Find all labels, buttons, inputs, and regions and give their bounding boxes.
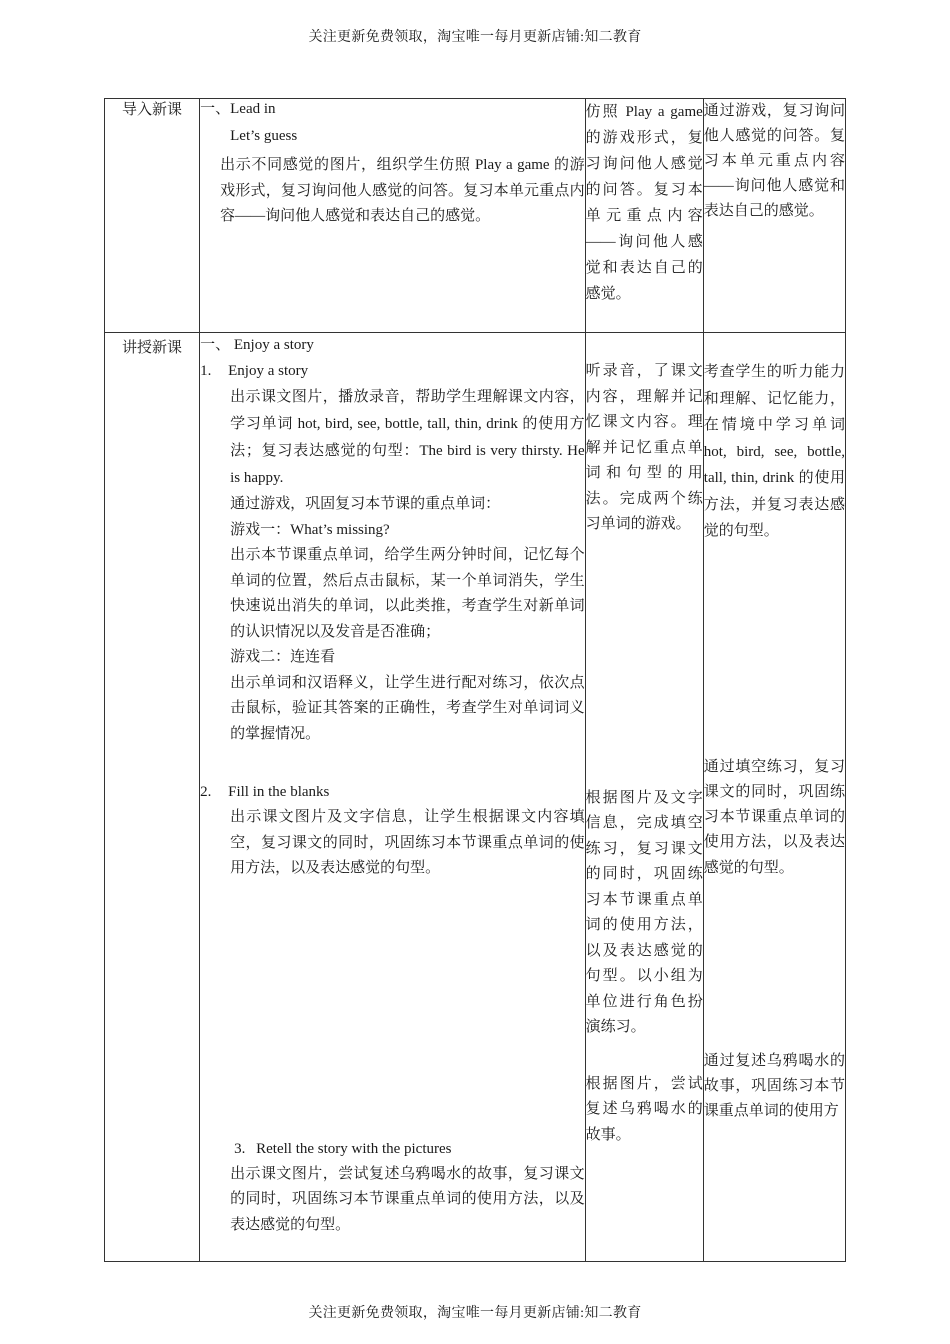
content-cell	[200, 99, 586, 333]
student-activity-text: 听录音，了课文内容，理解并记忆课文内容。理解并记忆重点单词和句型的用法。完成两个练习单词的游戏。	[585, 363, 703, 532]
section-heading: 一、 Enjoy a story	[200, 337, 314, 353]
item-paragraph: 游戏一：What’s missing?	[230, 521, 390, 538]
stage-label: 讲授新课	[122, 340, 183, 356]
list-item	[200, 358, 585, 747]
item-paragraph: 出示课文图片，播放录音，帮助学生理解课文内容，学习单词 hot, bird, see, bottle, tall, thin, drink 的使用方法；复习表达感觉的句型：The bird is very thirsty. He is happy.	[230, 389, 585, 486]
item-paragraph: 出示课文图片，尝试复述乌鸦喝水的故事，复习课文的同时，巩固练习本节课重点单词的使用方法，以及表达感觉的句型。	[230, 1165, 585, 1233]
list-item	[200, 779, 585, 882]
stage-cell	[105, 333, 200, 1262]
purpose-text: 通过填空练习，复习课文的同时，巩固练习本节课重点单词的使用方法，以及表达感觉的句型。	[703, 758, 845, 876]
table-row-lead-in	[105, 99, 846, 333]
stage-cell	[105, 99, 200, 333]
section-text: 出示不同感觉的图片，组织学生仿照 Play a game 的游戏形式，复习询问他人感觉的问答。复习本单元重点内容——询问他人感觉和表达自己的感觉。	[220, 157, 585, 224]
purpose-cell	[703, 99, 845, 333]
item-number: 2.	[200, 784, 212, 800]
page-header: 关注更新免费领取，淘宝唯一每月更新店铺:知二教育	[308, 30, 642, 45]
purpose-text: 考查学生的听力能力和理解、记忆能力，在情境中学习单词 hot, bird, see, bottle, tall, thin, drink 的使用方法，并复习表达感觉的句型。	[703, 364, 845, 539]
item-paragraph: 游戏二：连连看	[230, 649, 336, 665]
stage-label: 导入新课	[122, 102, 183, 118]
content-cell	[200, 333, 586, 1262]
item-title: Fill in the blanks	[228, 784, 330, 800]
item-title: Enjoy a story	[228, 363, 309, 379]
purpose-text: 通过游戏，复习询问他人感觉的问答。复习本单元重点内容——询问他人感觉和表达自己的感觉。	[703, 103, 845, 219]
section-heading: 一、Lead in	[200, 101, 276, 117]
item-paragraph: 出示课文图片及文字信息，让学生根据课文内容填空，复习课文的同时，巩固练习本节课重点单词的使用方法，以及表达感觉的句型。	[230, 809, 585, 876]
table-row-new-lesson	[105, 333, 846, 1262]
item-paragraph: 通过游戏，巩固复习本节课的重点单词：	[230, 496, 501, 512]
item-number: 1.	[200, 363, 212, 379]
lesson-plan-table	[104, 98, 846, 1262]
item-number: 3.	[234, 1140, 246, 1157]
list-item	[200, 1136, 585, 1239]
item-title: Retell the story with the pictures	[256, 1140, 452, 1157]
purpose-cell	[703, 333, 845, 1262]
purpose-text: 通过复述乌鸦喝水的故事，巩固练习本节课重点单词的使用方	[703, 1052, 845, 1119]
page-footer: 关注更新免费领取，淘宝唯一每月更新店铺:知二教育	[308, 1306, 642, 1321]
student-activity-text: 根据图片及文字信息，完成填空练习，复习课文的同时，巩固练习本节课重点单词的使用方法，以及表达感觉的句型。以小组为单位进行角色扮演练习。	[585, 789, 703, 1035]
student-activity-text: 仿照 Play a game 的游戏形式，复习询问他人感觉的问答。复习本单元重点内容——询问他人感觉和表达自己的感觉。	[585, 104, 703, 302]
student-activity-text: 根据图片，尝试复述乌鸦喝水的故事。	[585, 1075, 703, 1143]
student-activity-cell	[585, 333, 703, 1262]
student-activity-cell	[585, 99, 703, 333]
section-subheading: Let’s guess	[230, 128, 298, 144]
item-paragraph: 出示本节课重点单词，给学生两分钟时间，记忆每个单词的位置，然后点击鼠标，某一个单词消失，学生快速说出消失的单词，以此类推，考查学生对新单词的认识情况以及发音是否准确；	[230, 547, 585, 640]
item-paragraph: 出示单词和汉语释义，让学生进行配对练习，依次点击鼠标，验证其答案的正确性，考查学生对单词词义的掌握情况。	[230, 674, 585, 742]
